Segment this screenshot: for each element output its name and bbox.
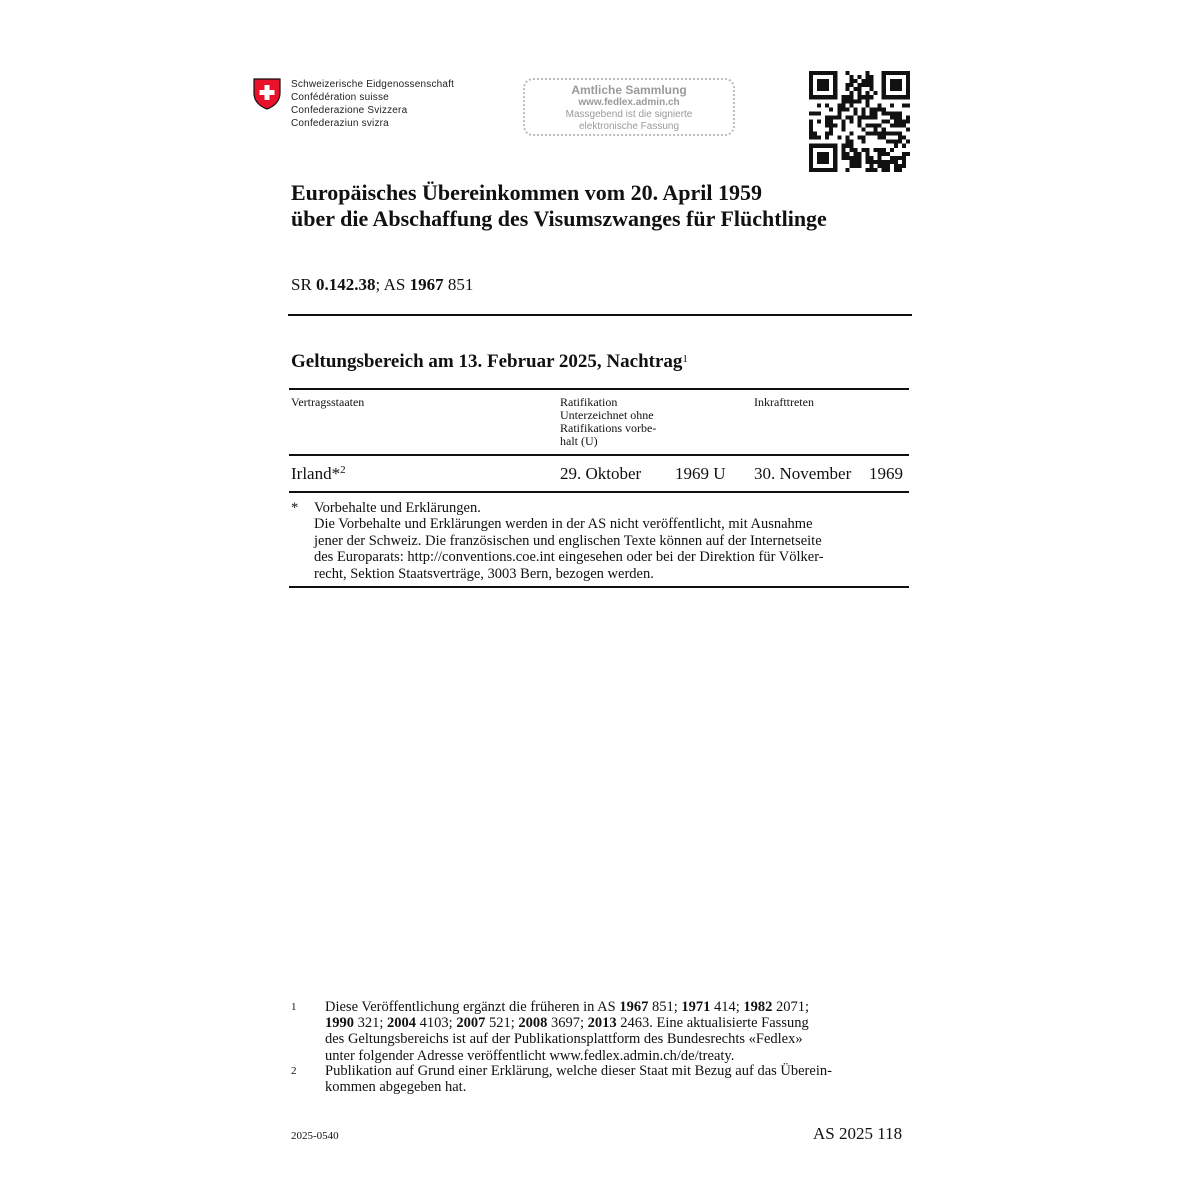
fn-year: 1967: [619, 999, 649, 1015]
fn-text: 321;: [354, 1015, 388, 1032]
column-header-ratification-line: Ratifikations vorbe-: [560, 421, 657, 435]
column-header-states: Vertragsstaaten: [291, 395, 365, 409]
note-line: recht, Sektion Staatsverträge, 3003 Bern, bezogen werden.: [314, 565, 654, 582]
confederation-name-rm: Confederaziun svizra: [291, 118, 389, 129]
note-body: [314, 500, 914, 582]
state-name: Irland*: [291, 464, 341, 483]
confederation-name-fr: Confédération suisse: [291, 92, 389, 103]
scope-heading: [291, 351, 688, 373]
table-bottom-rule: [289, 586, 909, 588]
footnote-ref-1[interactable]: 1: [682, 353, 688, 365]
fn-text: 4103;: [416, 1015, 457, 1032]
footnote-line: Publikation auf Grund einer Erklärung, welche dieser Staat mit Bezug auf das Überein-: [325, 1063, 832, 1079]
note-line: Die Vorbehalte und Erklärungen werden in der AS nicht veröffentlicht, mit Ausnahme: [314, 516, 813, 533]
table-row-rule: [289, 491, 909, 493]
fn-year: 2008: [518, 1015, 548, 1032]
fn-year: 2013: [587, 1015, 617, 1032]
stamp-title: Amtliche Sammlung: [571, 83, 687, 97]
divider: [288, 314, 912, 316]
stamp-url: www.fedlex.admin.ch: [578, 97, 680, 108]
fn-year: 2007: [456, 1015, 486, 1032]
swiss-coat-of-arms-icon: [253, 78, 281, 110]
footnote-line: unter folgender Adresse veröffentlicht www.fedlex.admin.ch/de/treaty.: [325, 1047, 735, 1064]
column-header-ratification: [560, 396, 656, 448]
qr-code-icon: [809, 71, 910, 172]
footnote-ref-2[interactable]: 2: [340, 464, 346, 476]
column-header-ratification-line: Unterzeichnet ohne: [560, 408, 654, 422]
table-cell-state: [291, 464, 346, 484]
fn-year: 1990: [325, 1015, 354, 1032]
table-top-rule: [289, 388, 909, 390]
footnote-number: 1: [291, 1001, 297, 1013]
as-page: 851: [443, 275, 474, 294]
fn-text: 414;: [710, 999, 744, 1015]
fn-text: Diese Veröffentlichung ergänzt die früheren in AS: [325, 999, 620, 1015]
official-collection-stamp: [523, 78, 735, 136]
fn-year: 1971: [681, 999, 711, 1015]
as-year: 1967: [409, 275, 444, 294]
table-cell-entry-year: 1969: [869, 464, 903, 483]
footnote-number: 2: [291, 1065, 297, 1077]
fn-text: 851;: [648, 999, 682, 1015]
as-reference: AS 2025 118: [813, 1124, 903, 1143]
note-marker: *: [291, 500, 299, 516]
table-cell-entry-date: 30. November: [754, 464, 852, 483]
stamp-note-2: elektronische Fassung: [578, 121, 680, 132]
column-header-entry-into-force: Inkrafttreten: [754, 395, 814, 409]
confederation-name-de: Schweizerische Eidgenossenschaft: [291, 79, 455, 90]
table-cell-ratification-year: 1969 U: [675, 464, 726, 483]
document-id: 2025-0540: [291, 1130, 339, 1142]
fn-year: 1982: [743, 999, 773, 1015]
note-line: des Europarats: http://conventions.coe.int eingesehen oder bei der Direktion für Völker-: [314, 549, 824, 566]
column-header-ratification-line: Ratifikation: [560, 395, 618, 409]
footnote-line: kommen abgegeben hat.: [325, 1079, 467, 1096]
scope-heading-text: Geltungsbereich am 13. Februar 2025, Nachtrag: [291, 351, 683, 372]
sr-separator: ; AS: [375, 275, 410, 294]
confederation-name-it: Confederazione Svizzera: [291, 105, 408, 116]
column-header-ratification-line: halt (U): [560, 434, 598, 448]
title-line-1: Europäisches Übereinkommen vom 20. April 1959: [291, 180, 762, 205]
footnote-line: des Geltungsbereichs ist auf der Publikationsplattform des Bundesrechts «Fedlex»: [325, 1031, 803, 1048]
note-line: Vorbehalte und Erklärungen.: [314, 500, 481, 516]
sr-number: 0.142.38: [316, 275, 376, 294]
note-line: jener der Schweiz. Die französischen und englischen Texte können auf der Internetseite: [314, 532, 822, 549]
table-header-rule: [289, 454, 909, 456]
fn-text: 521;: [485, 1015, 519, 1032]
sr-prefix: SR: [291, 275, 317, 294]
footnote-line: [325, 1015, 895, 1031]
table-cell-ratification-date: 29. Oktober: [560, 464, 642, 483]
fn-text: 2463. Eine aktualisierte Fassung: [616, 1015, 809, 1032]
sr-reference: [291, 275, 473, 295]
fn-text: 3697;: [547, 1015, 588, 1032]
stamp-note-1: Massgebend ist die signierte: [565, 109, 693, 120]
title-line-2: über die Abschaffung des Visumszwanges für Flüchtlinge: [291, 206, 827, 231]
footnote-line: [325, 999, 895, 1015]
confederation-names: [291, 78, 454, 130]
fn-year: 2004: [387, 1015, 417, 1032]
footnote-body: [325, 999, 895, 1064]
document-title: [291, 180, 827, 232]
fn-text: 2071;: [772, 999, 810, 1015]
footnote-body: [325, 1063, 895, 1095]
